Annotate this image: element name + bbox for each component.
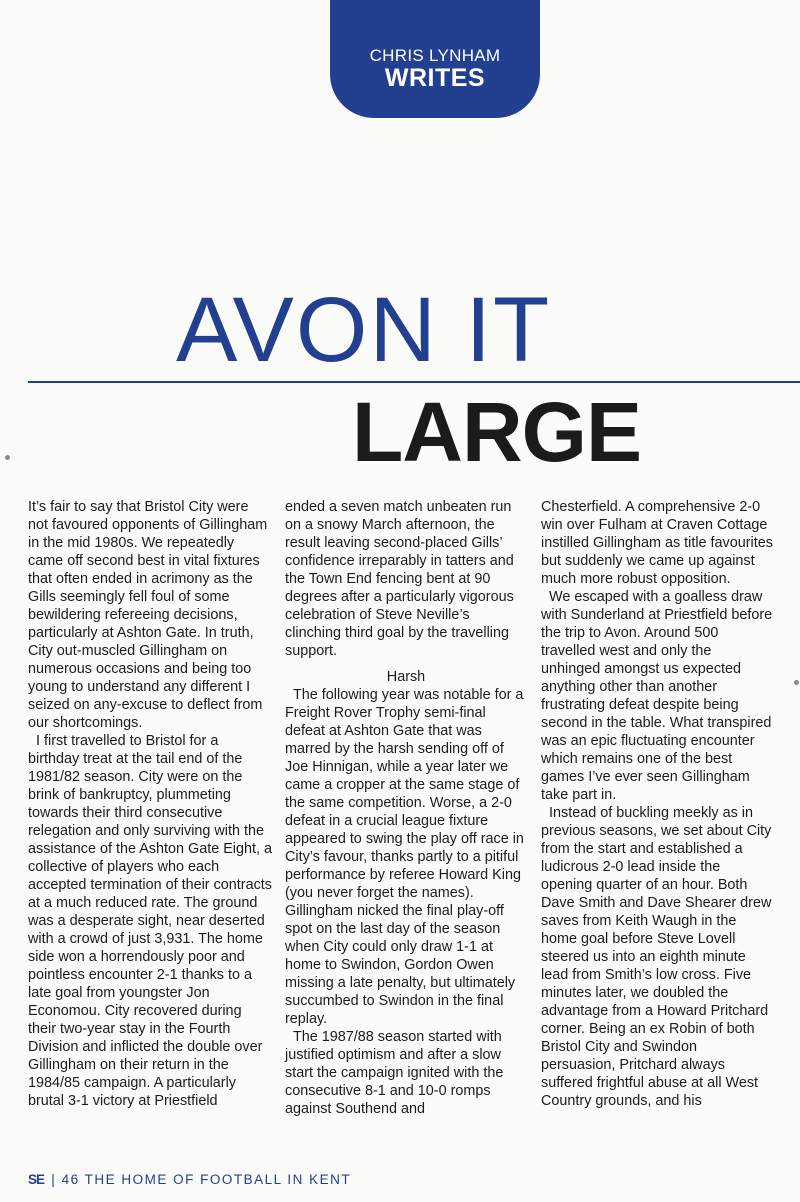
paragraph: We escaped with a goalless draw with Sunderland at Priestfield before the trip to Avon. Around 500 travelled west and only the unhinged amongst us expected anything other than another frustrating defeat despite being second in the table. What transpired was an epic fluctuating encounter which remains one of the best games I’ve ever seen Gillingham take part in.	[541, 589, 773, 803]
paragraph: The 1987/88 season started with justified optimism and after a slow start the campaign ignited with the consecutive 8-1 and 10-0 romps against Southend and	[285, 1029, 504, 1117]
headline-divider	[28, 381, 800, 383]
article-column-1	[28, 498, 272, 1110]
footer-tagline: THE HOME OF FOOTBALL IN KENT	[84, 1172, 352, 1187]
page-number: 46	[61, 1172, 80, 1187]
footer-separator: |	[51, 1172, 57, 1187]
paragraph: The following year was notable for a Freight Rover Trophy semi-final defeat at Ashton Gate that was marred by the harsh sending off of Joe Hinnigan, while a year later we came a cropper at the same stage of the same competition. Worse, a 2-0 defeat in a crucial league fixture appeared to swing the play off race in City’s favour, thanks partly to a pitiful performance by referee Howard King (you never forget the names). Gillingham nicked the final play-off spot on the last day of the season when City could only draw 1-1 at home to Swindon, Gordon Owen missing a late penalty, but ultimately succumbed to Swindon in the final replay.	[285, 687, 524, 1027]
headline-line-1: AVON IT	[176, 279, 552, 381]
magazine-logo: SE	[28, 1172, 45, 1187]
page-footer	[28, 1172, 800, 1187]
writer-tab	[330, 0, 540, 118]
paragraph: I first travelled to Bristol for a birthday treat at the tail end of the 1981/82 season. City were on the brink of bankruptcy, plummeting towards their third consecutive relegation and only surviving with the assistance of the Ashton Gate Eight, a collective of players who each accepted termination of their contracts at a much reduced rate. The ground was a desperate sight, near deserted with a crowd of just 3,931. The home side won a horrendously poor and pointless encounter 2-1 thanks to a late goal from youngster Jon Economou. City recovered during their two-year stay in the Fourth Division and inflicted the double over Gillingham on their return in the 1984/85 campaign. A particularly brutal 3-1 victory at Priestfield	[28, 733, 272, 1109]
author-name: CHRIS LYNHAM	[369, 46, 501, 65]
print-speck	[794, 680, 799, 685]
paragraph: It’s fair to say that Bristol City were not favoured opponents of Gillingham in the mid 1980s. We repeatedly came off second best in vital fixtures that often ended in acrimony as the Gills seemingly fell foul of some bewildering refereeing decisions, particularly at Ashton Gate. In truth, City out-muscled Gillingham on numerous occasions and being too young to understand any different I seized on any-excuse to deflect from our shortcomings.	[28, 499, 268, 731]
writes-label: WRITES	[384, 64, 486, 92]
paragraph: Chesterfield. A comprehensive 2-0 win over Fulham at Craven Cottage instilled Gillingham as title favourites but suddenly we came up against much more robust opposition.	[541, 499, 773, 587]
print-speck	[5, 455, 10, 460]
paragraph: Instead of buckling meekly as in previous seasons, we set about City from the start and established a ludicrous 2-0 lead inside the opening quarter of an hour. Both Dave Smith and Dave Shearer drew saves from Keith Waugh in the home goal before Steve Lovell steered us into an eighth minute lead from Smith’s low cross. Five minutes later, we doubled the advantage from a Howard Pritchard corner. Being an ex Robin of both Bristol City and Swindon persuasion, Pritchard always suffered frightful abuse at all West Country grounds, and his	[541, 805, 772, 1109]
headline-line-2: LARGE	[352, 385, 641, 479]
paragraph: ended a seven match unbeaten run on a snowy March afternoon, the result leaving second-placed Gills’ confidence irreparably in tatters and the Town End fencing bent at 90 degrees after a particularly vigorous celebration of Steve Neville’s clinching third goal by the travelling support.	[285, 499, 514, 659]
subheading: Harsh	[386, 669, 426, 685]
article-column-3	[541, 498, 773, 1110]
article-column-2	[285, 498, 527, 1118]
